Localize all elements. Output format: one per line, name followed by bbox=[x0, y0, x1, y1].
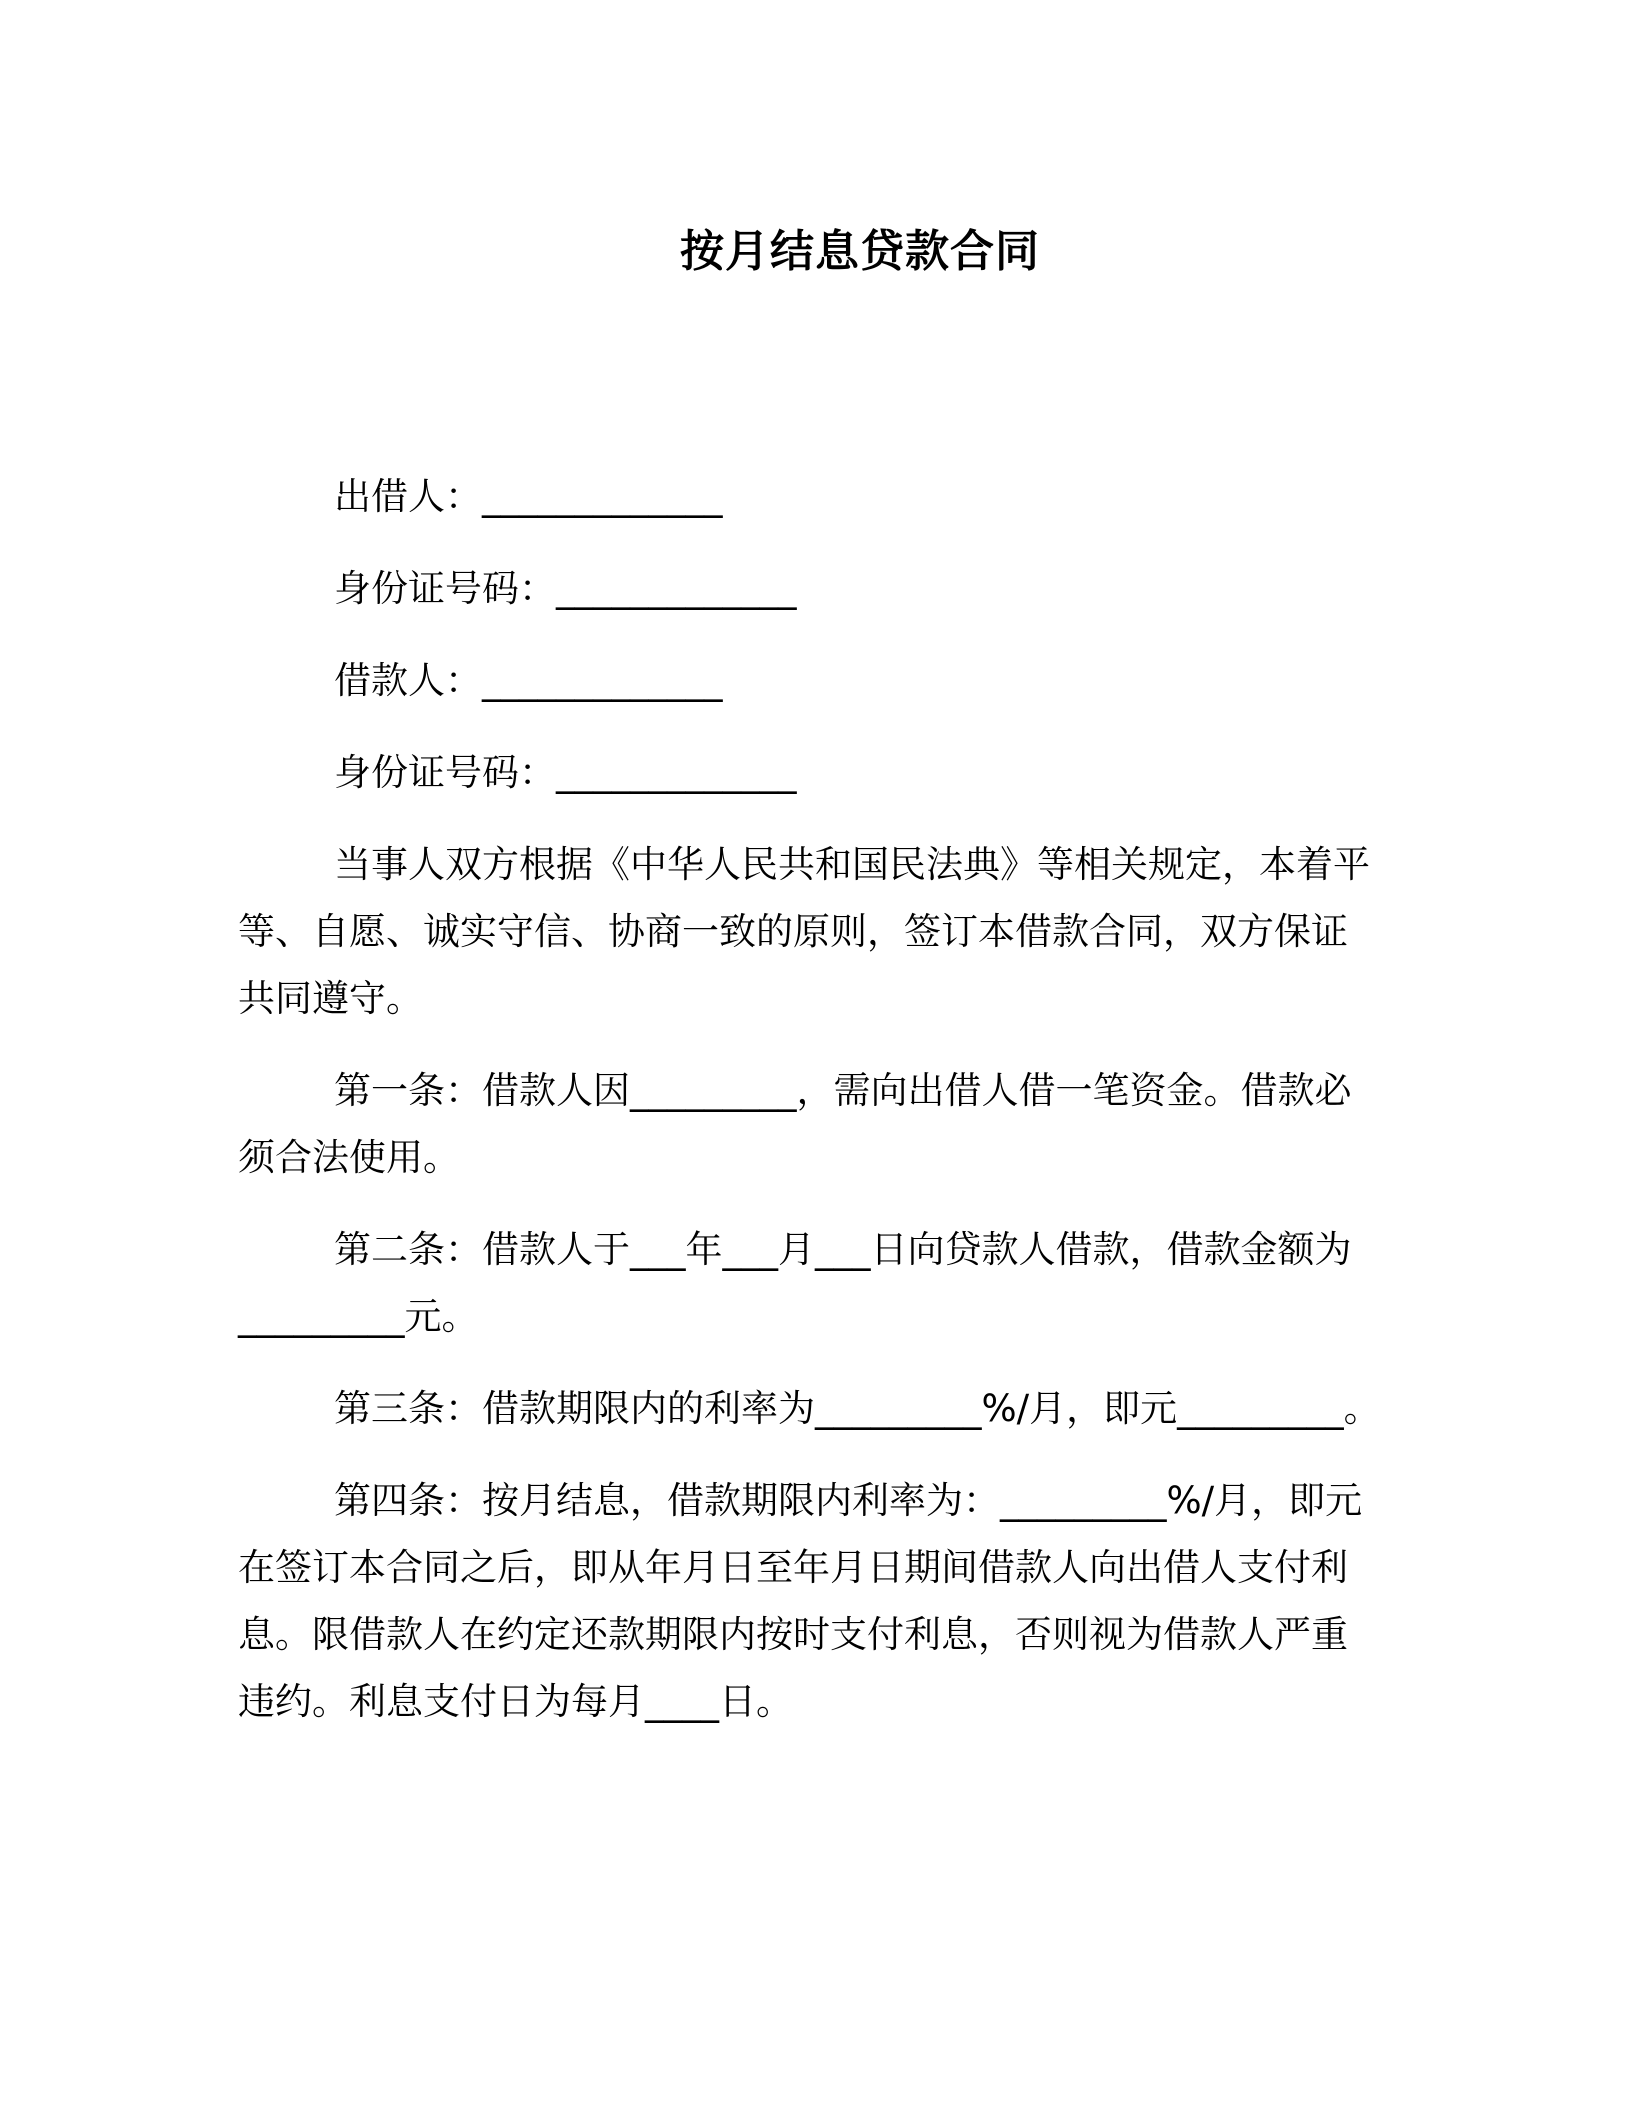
article-2-line-2: _________元。 bbox=[238, 1295, 479, 1338]
preamble-line-3: 共同遵守。 bbox=[238, 977, 423, 1020]
article-4-line-1: 第四条：按月结息，借款期限内利率为：_________%/月，即元 bbox=[334, 1479, 1363, 1522]
lender-field: 出借人：_____________ bbox=[334, 475, 723, 518]
article-4-line-3: 息。限借款人在约定还款期限内按时支付利息，否则视为借款人严重 bbox=[238, 1613, 1348, 1656]
document-title: 按月结息贷款合同 bbox=[680, 226, 1040, 277]
lender-id-field: 身份证号码：_____________ bbox=[334, 567, 797, 610]
article-1-line-2: 须合法使用。 bbox=[238, 1136, 460, 1179]
borrower-field: 借款人：_____________ bbox=[334, 659, 723, 702]
preamble-line-1: 当事人双方根据《中华人民共和国民法典》等相关规定，本着平 bbox=[334, 843, 1370, 886]
borrower-id-field: 身份证号码：_____________ bbox=[334, 751, 797, 794]
article-4-line-4: 违约。利息支付日为每月____日。 bbox=[238, 1680, 793, 1723]
article-1-line-1: 第一条：借款人因_________，需向出借人借一笔资金。借款必 bbox=[334, 1069, 1352, 1112]
article-3-line-1: 第三条：借款期限内的利率为_________%/月，即元_________。 bbox=[334, 1387, 1381, 1430]
article-4-line-2: 在签订本合同之后，即从年月日至年月日期间借款人向出借人支付利 bbox=[238, 1546, 1348, 1589]
preamble-line-2: 等、自愿、诚实守信、协商一致的原则，签订本借款合同，双方保证 bbox=[238, 910, 1348, 953]
article-2-line-1: 第二条：借款人于___年___月___日向贷款人借款，借款金额为 bbox=[334, 1228, 1352, 1271]
